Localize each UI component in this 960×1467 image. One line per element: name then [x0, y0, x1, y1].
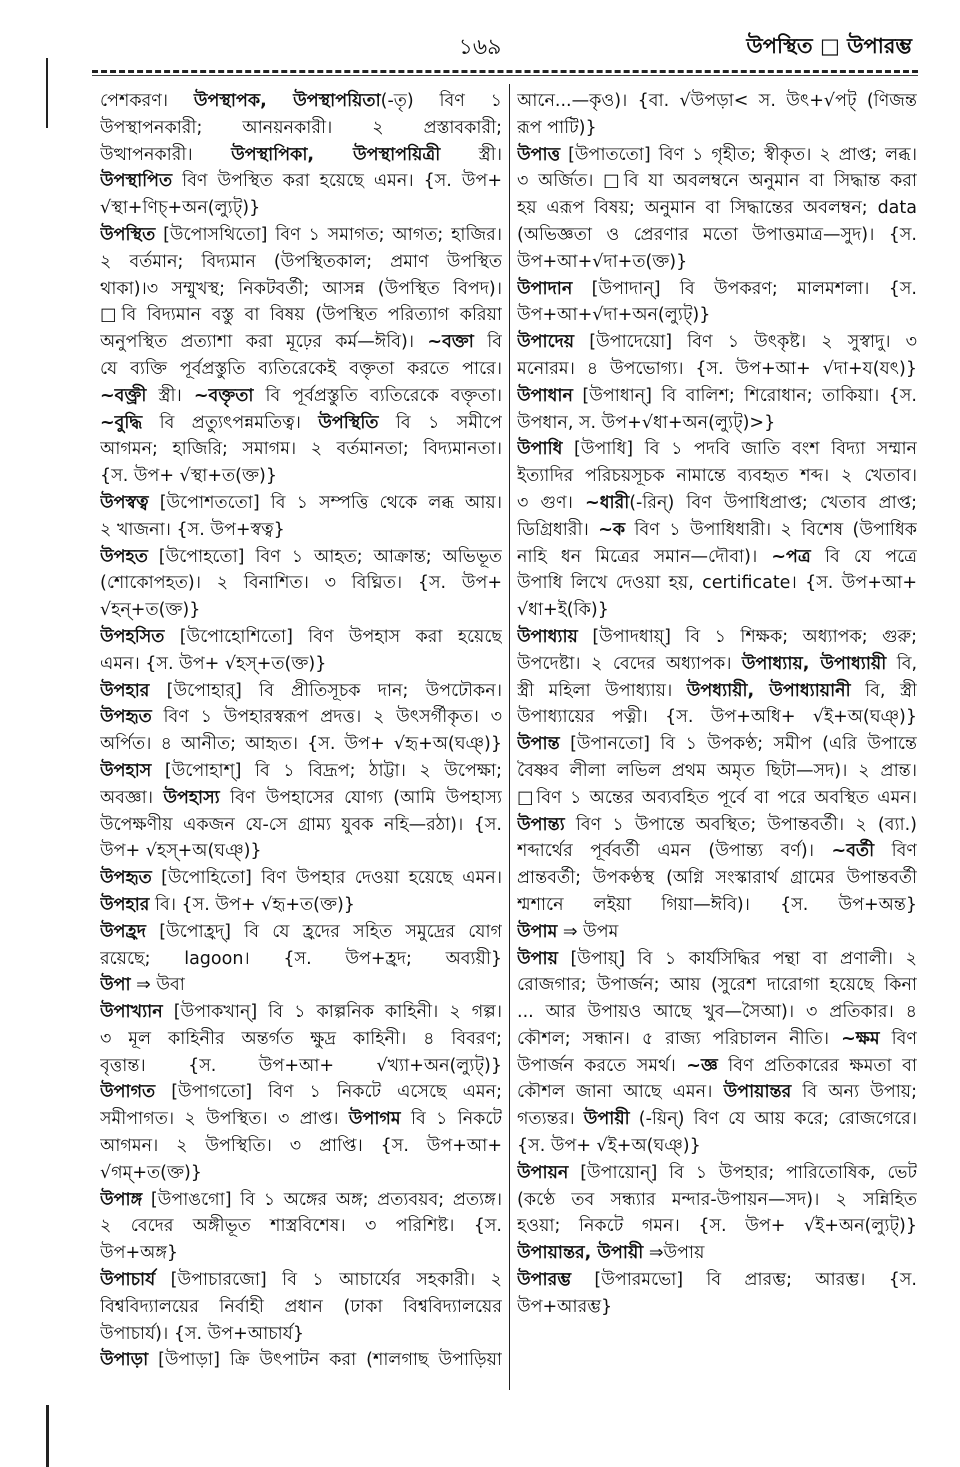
dictionary-line	[100, 972, 502, 999]
left-column	[100, 88, 502, 1374]
definition-text: ৩ মূল কাহিনীর অন্তর্গত ক্ষুদ্র কাহিনী। ৪ বিবরণ;	[100, 1028, 502, 1049]
definition-text: শব্দার্থের পূর্ববর্তী এমন (উপান্ত্য বর্ণ)।	[517, 841, 832, 862]
definition-text: {স. উপ+ √ই+অ(ঘঞ্)}	[517, 1136, 701, 1157]
headword: উপাখ্যান	[100, 1002, 163, 1023]
dictionary-line	[517, 919, 917, 946]
dictionary-line	[100, 249, 502, 276]
definition-text: [উপাচারজো] বি ১ আচার্যের সহকারী। ২	[155, 1270, 502, 1291]
dictionary-line	[100, 1187, 502, 1214]
definition-text: মনোরম। ৪ উপভোগ্য। {স. উপ+আ+ √দা+য(যৎ)}	[517, 358, 917, 379]
dictionary-line	[100, 329, 502, 356]
headword: উপস্বত্ব	[100, 492, 149, 513]
definition-text: স্ত্রী মহিলা উপাধ্যায়।	[517, 680, 687, 701]
definition-text: (অভিজ্ঞতা ও প্রেরণার মতো উপাত্তমাত্র—সুদ)। {স.	[517, 224, 917, 245]
dictionary-line	[517, 758, 917, 785]
dictionary-line	[517, 731, 917, 758]
definition-text: [উপাগতো] বিণ ১ নিকটে এসেছে এমন;	[155, 1082, 502, 1103]
dictionary-line	[100, 838, 502, 865]
headword: উপাগম	[348, 1109, 401, 1130]
definition-text: বি ১ সমীপে	[378, 412, 502, 433]
dictionary-line	[517, 704, 917, 731]
definition-text: বিণ ১ উপহারস্বরূপ প্রদত্ত। ২ উৎসর্গীকৃত। ৩	[151, 707, 502, 728]
dictionary-line	[100, 570, 502, 597]
definition-text: থাকা)।৩ সম্মুখস্থ; নিকটবর্তী; আসন্ন (উপস্থিত বিপদ)।	[100, 278, 502, 299]
dictionary-line	[100, 1079, 502, 1106]
headword: উপধ্যায়ী, উপাধ্যায়ানী	[686, 680, 851, 701]
definition-text: [উপারমভো] বি প্রারম্ভ; আরম্ভ। {স.	[571, 1270, 917, 1291]
definition-text: বি প্রত্যুৎপন্নমতিত্ব।	[142, 412, 319, 433]
headword: ~ধারী	[585, 492, 630, 513]
dictionary-line	[517, 570, 917, 597]
dictionary-line	[517, 490, 917, 517]
dictionary-line	[517, 999, 917, 1026]
dictionary-line	[100, 490, 502, 517]
dictionary-line	[100, 597, 502, 624]
dictionary-line	[517, 1267, 917, 1294]
dictionary-line	[100, 1240, 502, 1267]
definition-text: উপধান, স. উপ+√ধা+অন(ল্যুট্)>}	[517, 412, 776, 433]
definition-text: বিণ	[874, 841, 917, 862]
dictionary-line	[100, 919, 502, 946]
definition-text: উপেক্ষণীয় একজন যে-সে গ্রাম্য যুবক নহি—রঠা)। {স.	[100, 814, 502, 835]
definition-text: উপ+ √হস্+অ(ঘঞ্)}	[100, 841, 262, 862]
headword: উপাদেয়	[517, 332, 575, 353]
definition-text: ২ খাজনা। {স. উপ+স্বত্ব}	[100, 519, 285, 540]
definition-text: উপাধ্যায়ের পত্নী। {স. উপ+অধি+ √ই+অ(ঘঞ্)}	[517, 707, 917, 728]
dictionary-line	[517, 1053, 917, 1080]
headword: উপহার	[100, 680, 150, 701]
definition-text: [উপোসথিতো] বিণ ১ সমাগত; আগত; হাজির।	[155, 224, 502, 245]
definition-text: রয়েছে; lagoon। {স. উপ+হ্রদ; অব্যয়ী}	[100, 948, 502, 969]
dictionary-line	[100, 999, 502, 1026]
dictionary-line	[100, 1321, 502, 1348]
definition-text: উপদেষ্টা। ২ বেদের অধ্যাপক।	[517, 653, 742, 674]
definition-text: বিণ প্রতিকারের ক্ষমতা বা	[717, 1055, 917, 1076]
headword: উপাধ্যায়, উপাধ্যায়ী	[741, 653, 887, 674]
dictionary-line	[517, 356, 917, 383]
dictionary-line	[100, 704, 502, 731]
definition-text: কৌশল জানা আছে এমন।	[517, 1082, 724, 1103]
dictionary-line	[100, 651, 502, 678]
definition-text: ডিগ্রিধারী।	[517, 519, 599, 540]
dictionary-line	[100, 1160, 502, 1187]
definition-text: উপার্জন করতে সমর্থ।	[517, 1055, 687, 1076]
headword: ~বর্তী	[831, 841, 875, 862]
dictionary-line	[517, 410, 917, 437]
dictionary-line	[100, 88, 502, 115]
dictionary-line	[517, 1213, 917, 1240]
definition-text: বৃত্তান্ত। {স. উপ+আ+ √খ্যা+অন(ল্যুট্)}	[100, 1055, 502, 1076]
definition-text: উপস্থাপনকারী; আনয়নকারী। ২ প্রস্তাবকারী;	[100, 117, 502, 138]
headword: উপাধ্যায়	[517, 626, 578, 647]
dictionary-line	[517, 276, 917, 303]
definition-text: √হন্+ত(ক্ত)}	[100, 600, 201, 621]
headword: উপহৃত	[100, 868, 152, 889]
definition-text: বি যে পত্রে	[810, 546, 917, 567]
headword: উপহাস	[100, 760, 152, 781]
definition-text: বিণ উপস্থিত করা হয়েছে এমন। {স. উপ+	[172, 171, 502, 192]
definition-text: □বিণ ১ অন্তের অব্যবহিত পূর্বে বা পরে অবস্থিত এমন।	[517, 787, 917, 808]
definition-text: উপাচার্য)। {স. উপ+আচার্য}	[100, 1323, 304, 1344]
dictionary-line	[517, 1133, 917, 1160]
dictionary-line	[100, 517, 502, 544]
dictionary-line	[517, 1026, 917, 1053]
dictionary-line	[517, 142, 917, 169]
dictionary-line	[100, 463, 502, 490]
headword: উপাধি	[517, 439, 563, 460]
headword: ~বুদ্ধি	[100, 412, 143, 433]
definition-text: (শোকোপহত)। ২ বিনাশিত। ৩ বিঘ্নিত। {স. উপ+	[100, 573, 502, 594]
dictionary-line	[517, 436, 917, 463]
definition-text: √স্থা+ণিচ্+অন(ল্যুট্)}	[100, 198, 261, 219]
headword: ~বক্তৃতা	[193, 385, 254, 406]
definition-text: (-য়িন্) বিণ যে আয় করে; রোজগেরে।	[629, 1109, 917, 1130]
definition-text: প্রান্তবর্তী; উপকণ্ঠস্থ (অগ্নি সংস্কারার্থ গ্রামের উপান্তবর্তী	[517, 868, 917, 889]
definition-text: বিণ উপহাসের যোগ্য (আমি উপহাস্য	[219, 787, 502, 808]
dictionary-line	[517, 517, 917, 544]
definition-text: হয় এরূপ বিষয়; অনুমান বা সিদ্ধান্তের অবলম্বন; data	[517, 198, 917, 219]
definition-text: বি ১ নিকটে	[400, 1109, 502, 1130]
headword: উপা	[100, 975, 131, 996]
dictionary-line	[100, 1347, 502, 1374]
dictionary-line	[517, 946, 917, 973]
definition-text: অনুপস্থিত প্রত্যাশা করা মূঢ়ের কর্ম—ঈবি)।	[100, 332, 428, 353]
dictionary-line	[100, 731, 502, 758]
dictionary-line	[517, 865, 917, 892]
dictionary-line	[517, 972, 917, 999]
dictionary-line	[100, 168, 502, 195]
definition-text: হওয়া; নিকটে গমন। {স. উপ+ √ই+অন(ল্যুট্)}	[517, 1216, 917, 1237]
dictionary-line	[100, 544, 502, 571]
definition-text: বিশ্ববিদ্যালয়ের নির্বাহী প্রধান (ঢাকা বিশ্ববিদ্যালয়ের	[100, 1296, 502, 1317]
column-divider	[509, 84, 510, 1390]
headword: উপাত্ত	[517, 144, 561, 165]
definition-text: আগমন; হাজিরি; সমাগম। ২ বর্তমানতা; বিদ্যমানতা।	[100, 439, 502, 460]
dictionary-line	[100, 1133, 502, 1160]
headword: উপাড়া	[100, 1350, 149, 1371]
definition-text: এমন। {স. উপ+ √হস্+ত(ক্ত)}	[100, 653, 327, 674]
header-rule-thin	[92, 75, 918, 76]
dictionary-line	[100, 865, 502, 892]
headword: উপাম	[517, 921, 558, 942]
page-number: ১৬৯	[458, 35, 502, 60]
headword: ~পত্র	[771, 546, 811, 567]
headword: উপস্থাপিত	[100, 171, 173, 192]
definition-text: {স. উপ+ √স্থা+ত(ক্ত)}	[100, 466, 277, 487]
definition-text: উপাধি লিখে দেওয়া হয়, certificate। {স. উপ+আ+	[517, 573, 917, 594]
definition-text: রোজগার; উপার্জন; আয় (সুরেশ দারোগা হয়েছে কিনা	[517, 975, 917, 996]
headword: উপহাস্য	[163, 787, 220, 808]
dictionary-line	[517, 544, 917, 571]
definition-text: [উপোহাশ্] বি ১ বিদ্রূপ; ঠাট্টা। ২ উপেক্ষা;	[151, 760, 502, 781]
headword: উপায়	[517, 948, 558, 969]
definition-text: গত্যন্তর।	[517, 1109, 584, 1130]
dictionary-line	[517, 892, 917, 919]
definition-text: [উপোহতো] বিণ ১ আহত; আক্রান্ত; অভিভূত	[147, 546, 502, 567]
dictionary-line	[517, 383, 917, 410]
dictionary-line	[100, 1213, 502, 1240]
definition-text: বি পূর্বপ্রস্তুতি ব্যতিরেকে বক্তৃতা।	[253, 385, 502, 406]
definition-text: বিণ	[879, 1028, 917, 1049]
dictionary-line	[100, 383, 502, 410]
dictionary-line	[100, 115, 502, 142]
headword: উপস্থাপিকা, উপস্থাপয়িত্রী	[231, 144, 441, 165]
right-column	[517, 88, 917, 1321]
definition-text: ⇒ উবা	[130, 975, 185, 996]
definition-text: আগমন। ২ উপস্থিতি। ৩ প্রাপ্তি। {স. উপ+আ+	[100, 1136, 502, 1157]
definition-text: ৩ অর্জিত। □বি যা অবলম্বনে অনুমান বা সিদ্ধান্ত করা	[517, 171, 917, 192]
headword: উপাদান	[517, 278, 573, 299]
dictionary-line	[517, 597, 917, 624]
definition-text: [উপাড়া] ক্রি উৎপাটন করা (শালগাছ উপাড়িয়া	[148, 1350, 502, 1371]
headword: উপায়ী	[583, 1109, 630, 1130]
definition-text: আনে...—কৃও)। {বা. √উপড়া< স. উৎ+√পট্ (ণিজন্ত	[517, 91, 917, 111]
definition-text: ⇒ উপম	[557, 921, 619, 942]
definition-text: [উপাততো] বিণ ১ গৃহীত; স্বীকৃত। ২ প্রাপ্ত; লব্ধ।	[560, 144, 917, 165]
dictionary-line	[517, 195, 917, 222]
definition-text: [উপায়োন্] বি ১ উপহার; পারিতোষিক, ভেট	[568, 1162, 917, 1183]
definition-text: [উপোহার্] বি প্রীতিসূচক দান; উপঢৌকন।	[149, 680, 502, 701]
headword: ~ক	[598, 519, 626, 540]
dictionary-line	[100, 195, 502, 222]
headword: ~বক্ত্রী	[100, 385, 147, 406]
definition-text: [উপাদেয়ো] বিণ ১ উৎকৃষ্ট। ২ সুস্বাদু। ৩	[574, 332, 917, 353]
definition-text: অবজ্ঞা।	[100, 787, 164, 808]
definition-text: (-তৃ) বিণ ১	[380, 91, 502, 111]
headword: উপাধান	[517, 385, 573, 406]
header-rule	[92, 70, 918, 73]
dictionary-line	[517, 222, 917, 249]
definition-text: বি। {স. উপ+ √হৃ+ত(ক্ত)}	[149, 894, 355, 915]
dictionary-line	[100, 1106, 502, 1133]
definition-text: শ্মশানে লইয়া গিয়া—ঈবি)। {স. উপ+অন্ত}	[517, 894, 917, 915]
headword: ~ক্ষম	[841, 1028, 880, 1049]
headword: উপাগত	[100, 1082, 156, 1103]
dictionary-line	[517, 88, 917, 115]
dictionary-line	[517, 838, 917, 865]
headword: উপহ্রদ	[100, 921, 146, 942]
definition-text: উত্থাপনকারী।	[100, 144, 232, 165]
headword: উপায়ান্তর	[723, 1082, 792, 1103]
headword: উপাঙ্গ	[100, 1189, 143, 1210]
headword: উপস্থিতি	[318, 412, 379, 433]
definition-text: যে ব্যক্তি পূর্বপ্রস্তুতি ব্যতিরেকেই বক্তৃতা করতে পারে।	[100, 358, 502, 379]
definition-text: উপ+অঙ্গ}	[100, 1243, 179, 1264]
dictionary-line	[100, 1053, 502, 1080]
headword: উপায়ান্তর, উপায়ী	[517, 1243, 644, 1264]
definition-text: বি,	[886, 653, 917, 674]
headword: উপান্ত্য	[517, 814, 565, 835]
headword: উপায়ন	[517, 1162, 569, 1183]
scan-mark-bottom	[46, 1405, 49, 1467]
headword: উপহৃত	[100, 707, 152, 728]
dictionary-line	[100, 276, 502, 303]
dictionary-line	[100, 678, 502, 705]
definition-text: [উপোহোশিতো] বিণ উপহাস করা হয়েছে	[164, 626, 502, 647]
dictionary-line	[100, 142, 502, 169]
definition-text: [উপাকখান্] বি ১ কাল্পনিক কাহিনী। ২ গল্প।	[162, 1002, 502, 1023]
definition-text: বি অন্য উপায়;	[791, 1082, 917, 1103]
dictionary-line	[517, 812, 917, 839]
dictionary-line	[517, 329, 917, 356]
definition-text: [উপাধান্] বি বালিশ; শিরোধান; তাকিয়া। {স.	[572, 385, 917, 406]
definition-text: অর্পিত। ৪ আনীত; আহৃত। {স. উপ+ √হৃ+অ(ঘঞ্)}	[100, 734, 502, 755]
dictionary-line	[517, 624, 917, 651]
dictionary-line	[517, 1160, 917, 1187]
dictionary-line	[517, 1079, 917, 1106]
definition-text: সমীপাগত। ২ উপস্থিত। ৩ প্রাপ্ত।	[100, 1109, 349, 1130]
dictionary-line	[100, 624, 502, 651]
definition-text: ৩ গুণ।	[517, 492, 586, 513]
dictionary-line	[517, 1187, 917, 1214]
definition-text: বৈষ্ণব লীলা লভিল প্রথম অমৃত ছিটা—সদ)। ২ প্রান্ত।	[517, 760, 917, 781]
headword: উপান্ত	[517, 734, 560, 755]
dictionary-line	[517, 785, 917, 812]
definition-text: ... আর উপায়ও আছে খুব—সৈআ)। ৩ প্রতিকার। ৪	[517, 1002, 917, 1023]
definition-text: উপ+আ+√দা+অন(ল্যুট্)}	[517, 305, 711, 326]
definition-text: (-রিন্) বিণ উপাধিপ্রাপ্ত; খেতাব প্রাপ্ত;	[629, 492, 917, 513]
headword: উপহত	[100, 546, 148, 567]
dictionary-line	[517, 1294, 917, 1321]
definition-text: [উপাঙগো] বি ১ অঙ্গের অঙ্গ; প্রত্যবয়ব; প্রত্যঙ্গ।	[142, 1189, 502, 1210]
dictionary-line	[517, 168, 917, 195]
dictionary-line	[517, 115, 917, 142]
definition-text: [উপাদধায়্] বি ১ শিক্ষক; অধ্যাপক; গুরু;	[577, 626, 917, 647]
definition-text: ⇒উপায়	[643, 1243, 705, 1264]
definition-text: [উপাধি] বি ১ পদবি জাতি বংশ বিদ্যা সম্মান	[562, 439, 917, 460]
definition-text: [উপাদান্] বি উপকরণ; মালমশলা। {স.	[572, 278, 917, 299]
dictionary-line	[517, 302, 917, 329]
headword: উপস্থিত	[100, 224, 156, 245]
dictionary-line	[100, 892, 502, 919]
definition-text: বিণ ১ উপাধিধারী। ২ বিশেষ (উপাধিক	[625, 519, 917, 540]
dictionary-line	[100, 758, 502, 785]
definition-text: বি	[473, 332, 502, 353]
headword: উপাচার্য	[100, 1270, 156, 1291]
dictionary-line	[100, 410, 502, 437]
definition-text: ২ বেদের অঙ্গীভূত শাস্ত্রবিশেষ। ৩ পরিশিষ্ট। {স.	[100, 1216, 502, 1237]
dictionary-line	[517, 1240, 917, 1267]
definition-text: উপ+আ+√দা+ত(ক্ত)}	[517, 251, 688, 272]
dictionary-line	[100, 302, 502, 329]
definition-text: উপ+আরম্ভ}	[517, 1296, 613, 1317]
definition-text: ইত্যাদির পরিচয়সূচক নামান্তে ব্যবহৃত শব্দ। ২ খেতাব।	[517, 466, 917, 487]
definition-text: √ধা+ই(কি)}	[517, 600, 609, 621]
running-head: উপস্থিত □ উপারম্ভ	[746, 34, 912, 58]
definition-text: ২ বর্তমান; বিদ্যমান (উপস্থিতকাল; প্রমাণ উপস্থিত	[100, 251, 502, 272]
headword: ~বক্তা	[427, 332, 474, 353]
headword: উপহার	[100, 894, 150, 915]
dictionary-line	[517, 249, 917, 276]
headword: ~জ্ঞ	[686, 1055, 718, 1076]
dictionary-line	[100, 1267, 502, 1294]
dictionary-line	[100, 812, 502, 839]
definition-text: [উপানতো] বি ১ উপকণ্ঠ; সমীপ (এরি উপান্তে	[559, 734, 917, 755]
dictionary-line	[100, 785, 502, 812]
definition-text: (কণ্ঠে তব সন্ধ্যার মন্দার-উপায়ন—সদ)। ২ সন্নিহিত	[517, 1189, 917, 1210]
definition-text: [উপোশততো] বি ১ সম্পত্তি থেকে লব্ধ আয়।	[148, 492, 502, 513]
definition-text: স্ত্রী।	[146, 385, 194, 406]
definition-text: [উপায়্] বি ১ কার্যসিদ্ধির পন্থা বা প্রণালী। ২	[557, 948, 917, 969]
dictionary-line	[517, 1106, 917, 1133]
scan-mark-top	[46, 58, 48, 128]
definition-text: √গম্+ত(ক্ত)}	[100, 1162, 202, 1183]
dictionary-line	[100, 436, 502, 463]
dictionary-line	[100, 1026, 502, 1053]
dictionary-line	[100, 1294, 502, 1321]
definition-text: রূপ পাটি)}	[517, 117, 597, 138]
dictionary-line	[100, 222, 502, 249]
definition-text: স্ত্রী।	[440, 144, 502, 165]
definition-text: [উপোহ্রদ্] বি যে হ্রদের সহিত সমুদ্রের যোগ	[145, 921, 502, 942]
dictionary-line	[517, 678, 917, 705]
dictionary-line	[100, 356, 502, 383]
definition-text: [উপোহিতো] বিণ উপহার দেওয়া হয়েছে এমন।	[151, 868, 502, 889]
headword: উপহসিত	[100, 626, 165, 647]
definition-text: বি, স্ত্রী	[850, 680, 917, 701]
definition-text: নাহি ধন মিত্রের সমান—দৌবা)।	[517, 546, 772, 567]
headword: উপারম্ভ	[517, 1270, 572, 1291]
dictionary-line	[517, 463, 917, 490]
headword: উপস্থাপক, উপস্থাপয়িতা	[193, 91, 381, 111]
dictionary-line	[517, 651, 917, 678]
dictionary-line	[100, 946, 502, 973]
definition-text: কৌশল; সন্ধান। ৫ রাজ্য পরিচালন নীতি।	[517, 1028, 842, 1049]
definition-text: পেশকরণ।	[100, 91, 194, 111]
definition-text: বিণ ১ উপান্তে অবস্থিত; উপান্তবর্তী। ২ (ব্যা.)	[564, 814, 917, 835]
definition-text: □বি বিদ্যমান বস্তু বা বিষয় (উপস্থিত পরিত্যাগ করিয়া	[100, 305, 502, 326]
